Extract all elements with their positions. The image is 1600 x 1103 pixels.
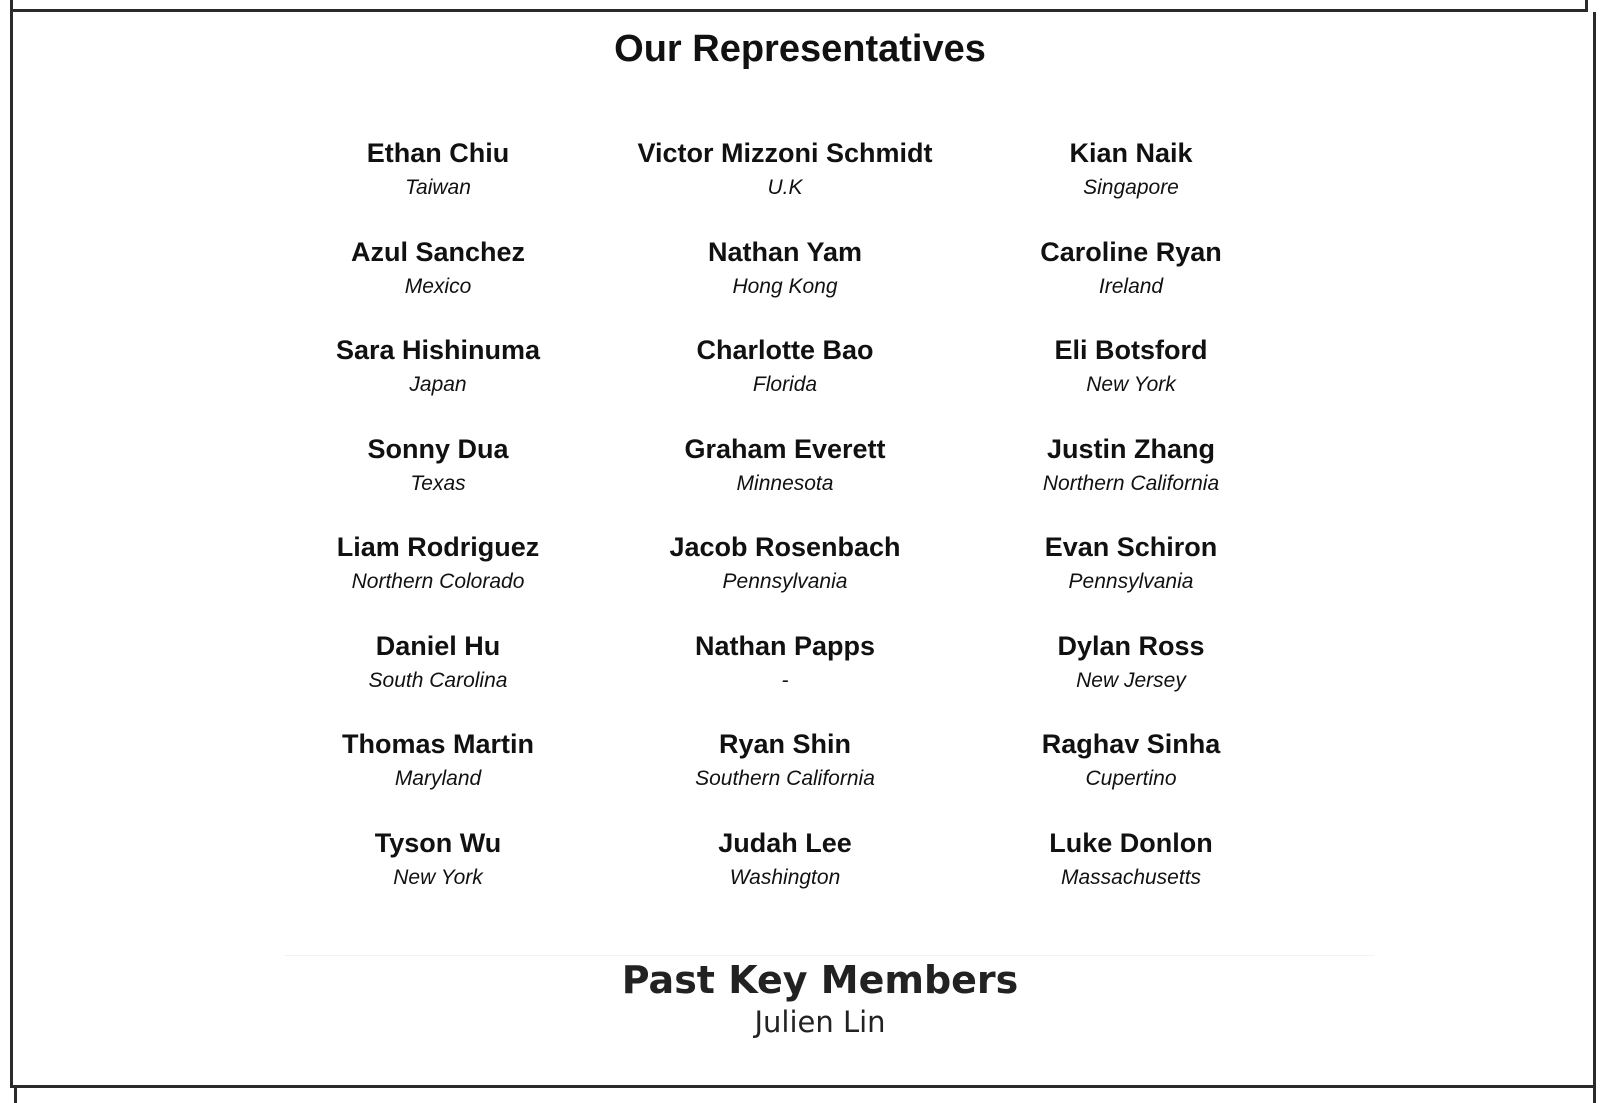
- representative-location: Cupertino: [1085, 767, 1177, 790]
- representative-card: [951, 433, 1311, 497]
- representative-location: South Carolina: [368, 669, 508, 692]
- representative-location: Ireland: [1098, 275, 1164, 298]
- representative-location: Pennsylvania: [1068, 570, 1194, 593]
- representative-name: Judah Lee: [718, 828, 852, 858]
- representative-card: [951, 236, 1311, 300]
- representative-location: Minnesota: [736, 472, 834, 495]
- representative-location: Washington: [729, 866, 841, 889]
- representative-card: [605, 827, 965, 891]
- representative-card: [951, 728, 1311, 792]
- representative-location: Massachusetts: [1060, 866, 1202, 889]
- representative-name: Nathan Papps: [694, 631, 876, 661]
- representative-location: Maryland: [394, 767, 482, 790]
- representative-name: Victor Mizzoni Schmidt: [637, 138, 933, 168]
- representative-location: Florida: [752, 373, 818, 396]
- representative-name: Azul Sanchez: [350, 237, 526, 267]
- representative-location: -: [781, 669, 789, 692]
- representative-card: [605, 531, 965, 595]
- representative-name: Daniel Hu: [375, 631, 501, 661]
- representative-card: [258, 531, 618, 595]
- representative-card: [951, 334, 1311, 398]
- representative-location: Pennsylvania: [722, 570, 848, 593]
- representative-card: [951, 137, 1311, 201]
- representative-name: Dylan Ross: [1057, 631, 1205, 661]
- representative-location: Japan: [409, 373, 467, 396]
- representative-location: New York: [1086, 373, 1176, 396]
- representative-card: [605, 236, 965, 300]
- representative-name: Justin Zhang: [1047, 434, 1215, 464]
- representative-card: [258, 137, 618, 201]
- representative-location: New Jersey: [1076, 669, 1186, 692]
- representative-card: [258, 236, 618, 300]
- representative-card: [605, 728, 965, 792]
- representative-name: Sonny Dua: [367, 434, 509, 464]
- representative-card: [951, 827, 1311, 891]
- representative-card: [258, 630, 618, 694]
- representative-name: Tyson Wu: [374, 828, 502, 858]
- representative-name: Ethan Chiu: [366, 138, 510, 168]
- representative-card: [951, 531, 1311, 595]
- representative-card: [605, 630, 965, 694]
- past-members-divider: [285, 955, 1375, 956]
- representative-card: [258, 728, 618, 792]
- representative-location: Southern California: [695, 767, 875, 790]
- representative-name: Raghav Sinha: [1041, 729, 1221, 759]
- representative-card: [605, 433, 965, 497]
- representative-location: Singapore: [1083, 176, 1179, 199]
- representative-name: Luke Donlon: [1049, 828, 1213, 858]
- representative-name: Caroline Ryan: [1040, 237, 1222, 267]
- past-member-name: Julien Lin: [754, 1005, 886, 1039]
- representative-name: Graham Everett: [684, 434, 886, 464]
- representative-name: Evan Schiron: [1044, 532, 1218, 562]
- representative-name: Eli Botsford: [1054, 335, 1208, 365]
- representative-name: Charlotte Bao: [696, 335, 874, 365]
- representative-card: [258, 827, 618, 891]
- representative-location: Mexico: [404, 275, 472, 298]
- representative-name: Thomas Martin: [341, 729, 535, 759]
- representative-name: Ryan Shin: [718, 729, 852, 759]
- representative-name: Jacob Rosenbach: [669, 532, 901, 562]
- representative-card: [258, 334, 618, 398]
- representative-name: Sara Hishinuma: [335, 335, 541, 365]
- page-title: Our Representatives: [614, 28, 986, 70]
- representative-location: Northern California: [1042, 472, 1220, 495]
- representative-name: Liam Rodriguez: [336, 532, 540, 562]
- representative-card: [605, 334, 965, 398]
- representative-card: [951, 630, 1311, 694]
- representative-location: Hong Kong: [732, 275, 838, 298]
- representative-location: Northern Colorado: [351, 570, 525, 593]
- representative-card: [258, 433, 618, 497]
- representative-location: Taiwan: [405, 176, 471, 199]
- representative-location: Texas: [410, 472, 466, 495]
- representative-card: [605, 137, 965, 201]
- representative-location: U.K: [767, 176, 803, 199]
- representative-name: Kian Naik: [1069, 138, 1193, 168]
- representative-location: New York: [393, 866, 483, 889]
- representative-name: Nathan Yam: [707, 237, 863, 267]
- past-members-heading: Past Key Members: [621, 958, 1019, 1002]
